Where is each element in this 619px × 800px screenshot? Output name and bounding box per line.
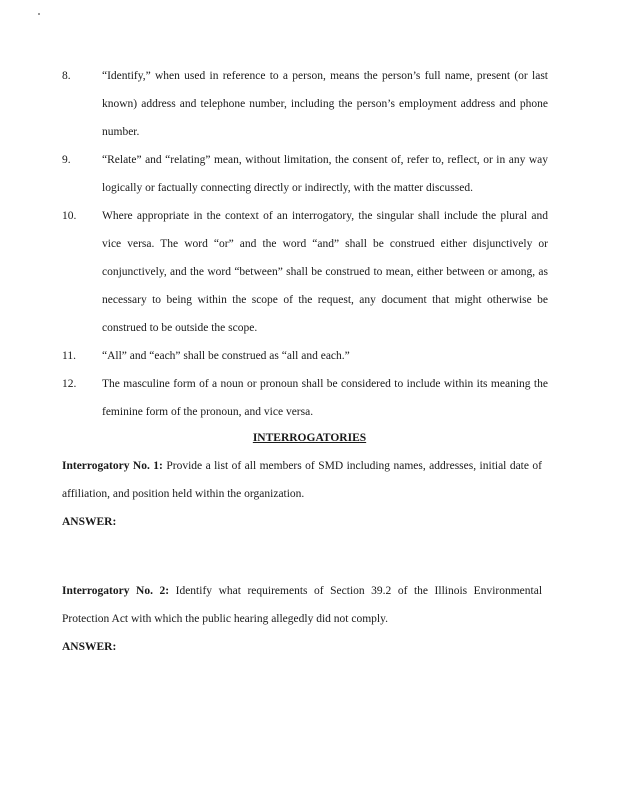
interrogatory-1: [62, 452, 542, 508]
definition-item: [62, 146, 548, 202]
interrogatory-2: [62, 577, 542, 633]
scan-artifact: [38, 13, 40, 15]
definitions-list: [62, 62, 548, 426]
definition-item: [62, 62, 548, 146]
interrogatory-text: Identify what requirements of Section 39.2 of the Illinois Environmental Protection Act with which the public hearing allegedly did not comply.: [62, 585, 543, 625]
definition-item: [62, 202, 548, 342]
interrogatories-heading: INTERROGATORIES: [252, 432, 367, 444]
interrogatory-label: Interrogatory No. 1:: [62, 460, 163, 472]
definition-number: 10.: [62, 210, 77, 222]
definition-item: [62, 342, 548, 370]
definition-number: 11.: [62, 350, 76, 362]
definition-text: “All” and “each” shall be construed as “all and each.”: [102, 350, 350, 362]
interrogatory-text: Provide a list of all members of SMD including names, addresses, initial date of affiliation, and position held within the organization.: [62, 460, 543, 500]
definition-number: 9.: [62, 154, 71, 166]
answer-label: ANSWER:: [62, 516, 117, 528]
interrogatory-label: Interrogatory No. 2:: [62, 585, 170, 597]
definition-text: “Identify,” when used in reference to a person, means the person’s full name, present (or last known) address and telephone number, including the person’s employment address and phone number.: [102, 70, 548, 138]
definition-number: 8.: [62, 70, 71, 82]
definition-text: The masculine form of a noun or pronoun shall be considered to include within its meaning the feminine form of the pronoun, and vice versa.: [102, 378, 548, 418]
answer-label: ANSWER:: [62, 641, 117, 653]
definition-item: [62, 370, 548, 426]
definition-text: Where appropriate in the context of an interrogatory, the singular shall include the plural and vice versa. The word “or” and the word “and” shall be construed either disjunctively or conjunctively, and the word “between” shall be construed to mean, either between or among, as necessary to being within the scope of the request, any document that might otherwise be construed to be outside the scope.: [102, 210, 548, 334]
definition-number: 12.: [62, 378, 77, 390]
definition-text: “Relate” and “relating” mean, without limitation, the consent of, refer to, reflect, or in any way logically or factually connecting directly or indirectly, with the matter discussed.: [102, 154, 548, 194]
